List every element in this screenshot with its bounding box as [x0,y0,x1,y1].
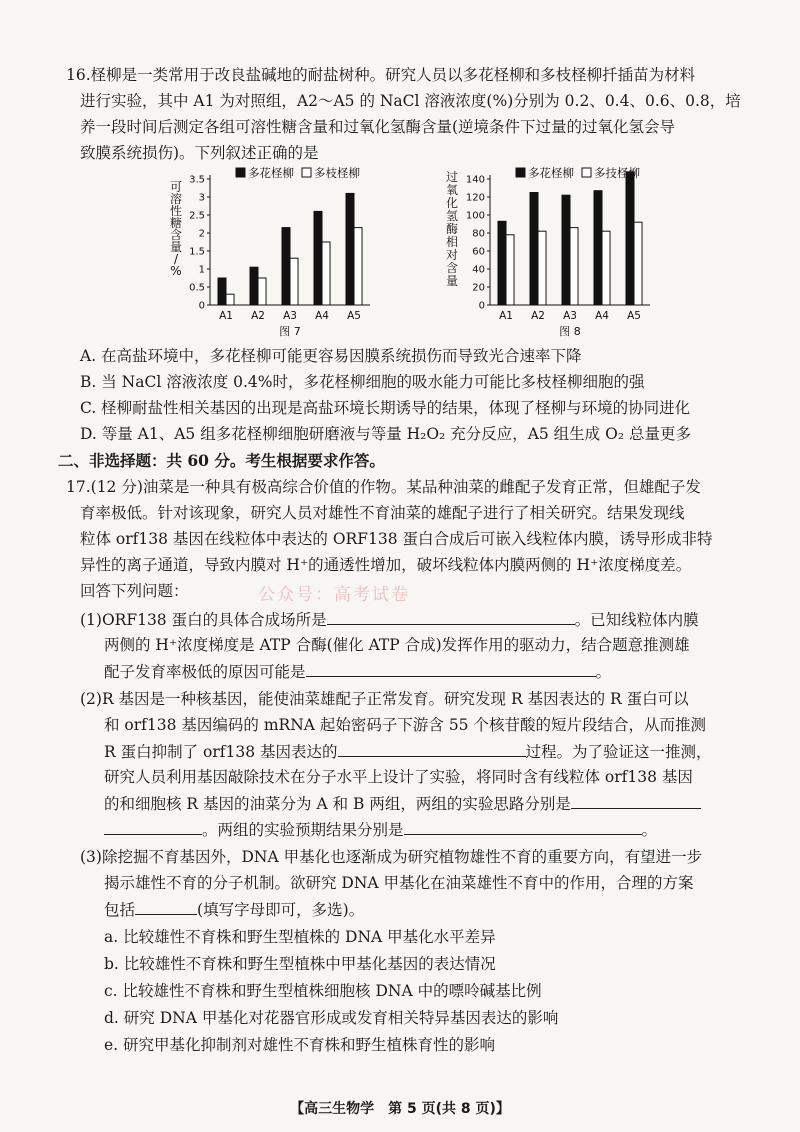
x-tick-label: A1 [219,310,233,322]
bar-duozhi-A4 [322,242,330,305]
bar-duozhi-A1 [506,235,514,305]
bar-duohua-A4 [594,191,602,305]
figure-7-chart [160,165,380,337]
bar-duohua-A3 [282,228,290,305]
y-tick-label: 20 [472,282,485,294]
q17-choice-a: a. 比较雄性不育株和野生型植株的 DNA 甲基化水平差异 [104,928,496,946]
bar-duohua-A5 [346,193,354,305]
bar-duozhi-A3 [570,228,578,305]
q17-part3-text: 包括 [104,901,136,919]
q17-choice-e: e. 研究甲基化抑制剂对雄性不育株和野生植株育性的影响 [104,1036,496,1054]
x-tick-label: A5 [627,310,641,322]
y-tick-label: 3.5 [189,174,205,186]
y-tick-label: 100 [465,210,485,222]
y-tick-label: 1.5 [189,246,205,258]
y-axis-label: 过氧化氢酶相对含量 [445,170,459,288]
q16-option-a: A. 在高盐环境中，多花柽柳可能更容易因膜系统损伤而导致光合速率下降 [80,347,582,365]
bar-duozhi-A2 [258,278,266,305]
x-tick-label: A4 [315,310,329,322]
y-axis-label: 可溶性糖含量/ % [169,180,183,278]
x-tick-label: A2 [531,310,545,322]
bar-duozhi-A3 [290,258,298,305]
answer-blank[interactable] [306,660,596,677]
q16-option-b: B. 当 NaCl 溶液浓度 0.4%时，多花柽柳细胞的吸水能力可能比多枝柽柳细胞的强 [80,373,645,391]
page-footer: 【高三生物学 第 5 页(共 8 页)】 [290,1101,510,1117]
q17-part1-text: 。 [595,663,612,681]
y-tick-label: 1 [198,264,205,276]
q16-stem-line: 养一段时间后测定各组可溶性糖含量和过氧化氢酶含量(逆境条件下过量的过氧化氢会导 [80,118,676,136]
legend-swatch [236,168,245,177]
q17-stem-line: 17.(12 分)油菜是一种具有极高综合价值的作物。某品种油菜的雌配子发育正常，但雄配子发 [66,478,701,496]
q17-part2-text: 。 [641,821,658,839]
y-tick-label: 2 [198,228,205,240]
q17-part2-line [104,792,701,815]
x-tick-label: A1 [499,310,513,322]
answer-blank[interactable] [338,740,526,757]
y-tick-label: 0 [198,300,205,312]
q17-part1-line: 两侧的 H⁺浓度梯度是 ATP 合酶(催化 ATP 合成)发挥作用的驱动力，结合题意推测雄 [104,636,690,654]
section-heading: 二、非选择题：共 60 分。考生根据要求作答。 [58,451,385,470]
legend-swatch [302,168,311,177]
q17-part3-text: (填写字母即可，多选)。 [197,901,365,919]
q17-part2-text: 的和细胞核 R 基因的油菜分为 A 和 B 两组，两组的实验思路分别是 [104,795,571,813]
y-tick-label: 0 [478,300,485,312]
y-tick-label: 2.5 [189,210,205,222]
x-tick-label: A3 [563,310,577,322]
x-tick-label: A2 [251,310,265,322]
answer-blank[interactable] [327,608,575,625]
q16-stem-line: 致膜系统损伤)。下列叙述正确的是 [80,144,319,162]
q17-part2-line: 研究人员利用基因敲除技术在分子水平上设计了实验，将同时含有线粒体 orf138 基因 [104,768,693,786]
y-tick-label: 120 [465,192,485,204]
bar-duozhi-A2 [538,231,546,305]
q17-part3-line: (3)除挖掘不育基因外，DNA 甲基化也逐渐成为研究植物雄性不育的重要方向，有望进一步 [80,848,703,866]
bar-duohua-A1 [218,278,226,305]
bar-duohua-A2 [250,267,258,305]
y-tick-label: 60 [472,246,485,258]
figure-caption: 图 8 [559,325,581,337]
figure-8-chart [440,165,660,337]
bar-duozhi-A5 [354,228,362,305]
legend-label: 多花柽柳 [528,166,574,180]
q17-part1-text: (1)ORF138 蛋白的具体合成场所是 [80,611,327,629]
q17-part1-text: 。已知线粒体内膜 [574,611,699,629]
bar-duozhi-A5 [634,222,642,305]
bar-duohua-A3 [562,195,570,305]
q17-part2-line: (2)R 基因是一种核基因，能使油菜雄配子正常发育。研究发现 R 基因表达的 R 蛋白可以 [80,690,689,708]
q17-part1-text: 配子发育率极低的原因可能是 [104,663,306,681]
q16-stem-line: 进行实验，其中 A1 为对照组，A2～A5 的 NaCl 溶液浓度(%)分别为 0.2、0.4、0.6、0.8，培 [80,92,741,110]
q17-stem-line: 粒体 orf138 基因在线粒体中表达的 ORF138 蛋白合成后可嵌入线粒体内膜，诱导形成非特 [80,530,713,548]
answer-blank[interactable] [104,818,202,835]
q17-part1-line [104,660,611,683]
legend-label: 多枝柽柳 [314,166,360,180]
q17-choice-d: d. 研究 DNA 甲基化对花器官形成或发育相关特异基因表达的影响 [104,1009,559,1027]
bar-duohua-A1 [498,221,506,305]
q17-part2-text: R 蛋白抑制了 orf138 基因表达的 [104,743,338,761]
q17-stem-line: 育率极低。针对该现象，研究人员对雄性不育油菜的雄配子进行了相关研究。结果发现线 [80,504,685,522]
figure-caption: 图 7 [279,325,301,337]
answer-blank[interactable] [571,792,701,809]
legend-label: 多花柽柳 [248,166,294,180]
q17-part3-line [104,898,364,921]
y-tick-label: 40 [472,264,485,276]
q17-part3-line: 揭示雄性不育的分子机制。欲研究 DNA 甲基化在油菜雄性不育中的作用，合理的方案 [104,874,694,892]
x-tick-label: A3 [283,310,297,322]
q16-option-c: C. 柽柳耐盐性相关基因的出现是高盐环境长期诱导的结果，体现了柽柳与环境的协同进化 [80,399,691,417]
y-tick-label: 140 [465,174,485,186]
q16-option-d: D. 等量 A1、A5 组多花柽柳细胞研磨液与等量 H₂O₂ 充分反应，A5 组生成 O₂ 总量更多 [80,425,691,443]
q17-choice-c: c. 比较雄性不育株和野生型植株细胞核 DNA 中的嘌呤碱基比例 [104,982,542,1000]
bar-duozhi-A1 [226,294,234,305]
bar-duohua-A2 [530,193,538,306]
legend-swatch [582,168,591,177]
q16-stem-line: 16.柽柳是一类常用于改良盐碱地的耐盐树种。研究人员以多花柽柳和多枝柽柳扦插苗为材料 [66,66,696,84]
legend-swatch [516,168,525,177]
watermark-text: 公众号：高考试卷 [258,585,410,605]
q17-stem-line: 回答下列问题： [80,582,189,600]
q17-stem-line: 异性的离子通道，导致内膜对 H⁺的通透性增加，破坏线粒体内膜两侧的 H⁺浓度梯度差。 [80,556,692,574]
legend-label: 多技柽柳 [594,166,640,180]
answer-blank[interactable] [404,818,642,835]
bar-duozhi-A4 [602,231,610,305]
answer-blank[interactable] [135,898,197,915]
q17-part1-line [80,608,699,631]
x-tick-label: A4 [595,310,609,322]
q17-part2-line: 和 orf138 基因编码的 mRNA 起始密码子下游含 55 个核苷酸的短片段结合，从而推测 [104,716,706,734]
y-tick-label: 0.5 [189,282,205,294]
bar-duohua-A5 [626,172,634,305]
q17-part2-text: 。两组的实验预期结果分别是 [202,821,404,839]
y-tick-label: 80 [472,228,485,240]
q17-part2-text: 过程。为了验证这一推测， [525,743,712,761]
x-tick-label: A5 [347,310,361,322]
y-tick-label: 3 [198,192,205,204]
bar-duohua-A4 [314,211,322,305]
q17-choice-b: b. 比较雄性不育株和野生型植株中甲基化基因的表达情况 [104,955,496,973]
q17-part2-line [104,740,712,763]
q17-part2-line [104,818,657,841]
